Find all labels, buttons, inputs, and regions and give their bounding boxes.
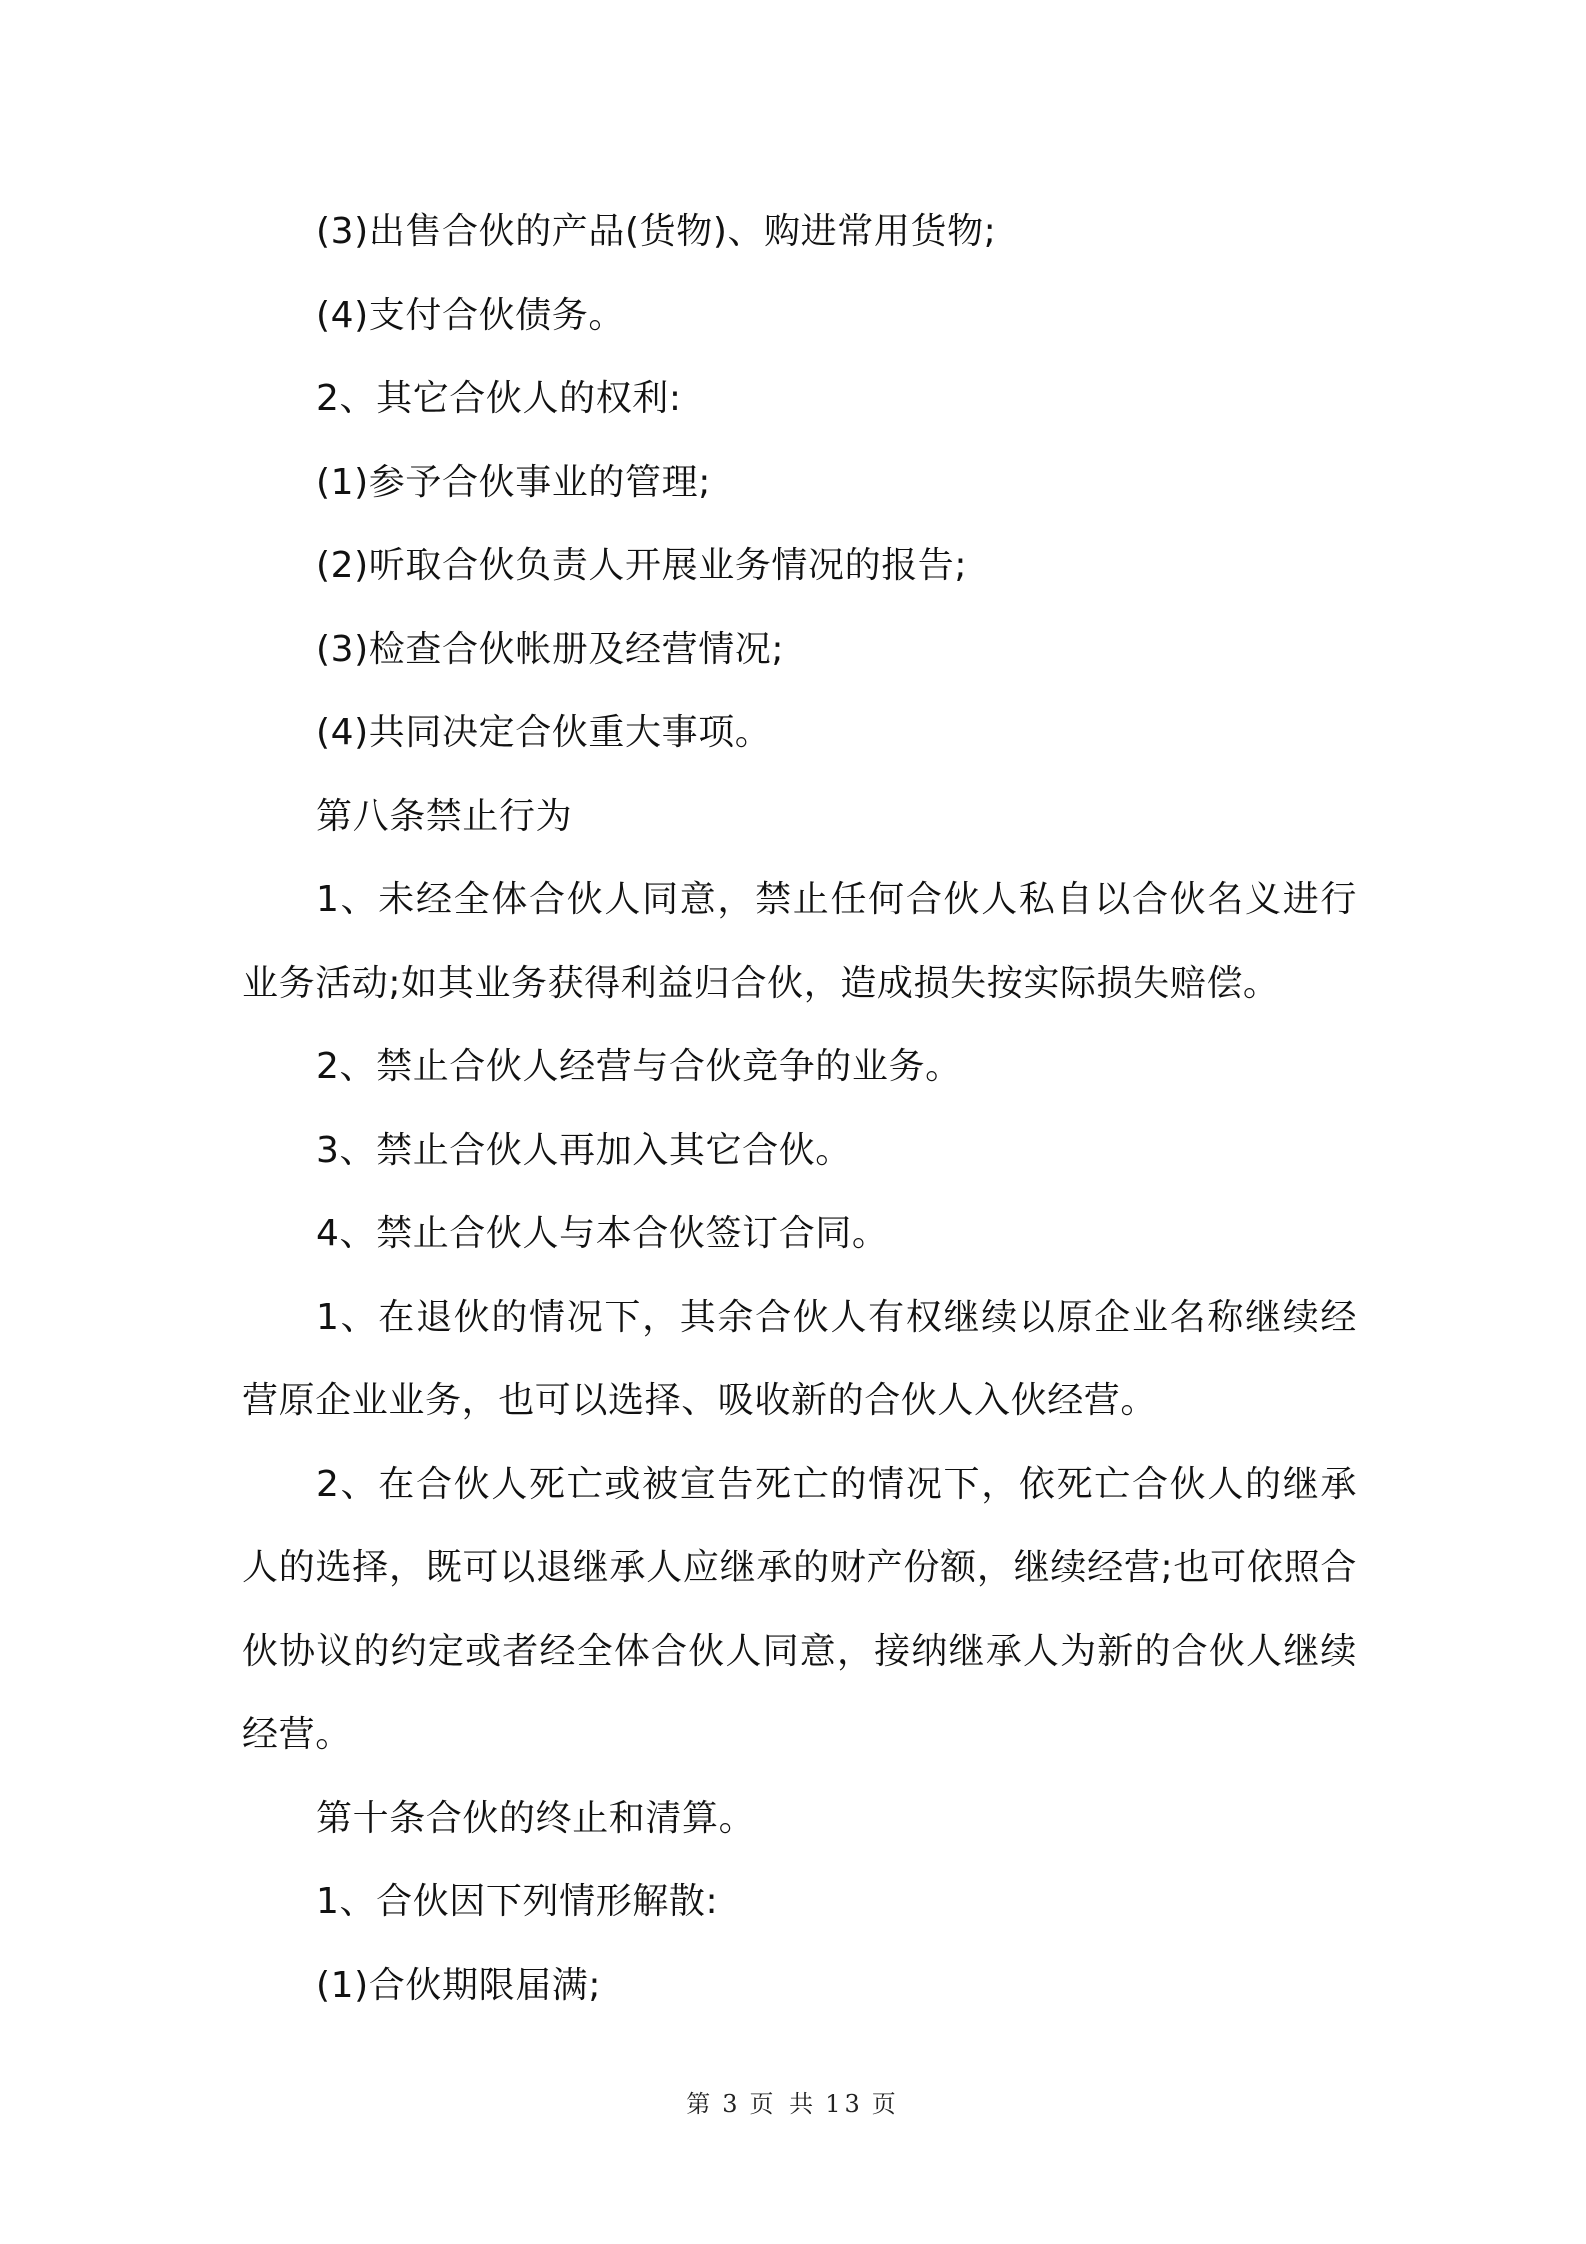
footer-suffix: 页 [871,2090,900,2118]
paragraph: 1、合伙因下列情形解散: [316,1881,719,1922]
current-page-number: 3 [722,2090,742,2118]
paragraph: (3)检查合伙帐册及经营情况; [316,628,785,670]
paragraph: (3)出售合伙的产品(货物)、购进常用货物; [316,211,997,252]
page-number-footer [0,2084,1586,2119]
paragraph: 1、未经全体合伙人同意，禁止任何合伙人私自以合伙名义进行业务活动;如其业务获得利益归合伙，造成损失按实际损失赔偿。 [242,879,1357,1004]
paragraph: 2、禁止合伙人经营与合伙竞争的业务。 [316,1046,962,1087]
total-page-count: 13 [825,2090,864,2118]
footer-middle: 页 共 [749,2090,818,2118]
section-heading: 第八条禁止行为 [316,795,573,837]
paragraph: 2、其它合伙人的权利: [316,378,682,419]
section-heading: 第十条合伙的终止和清算。 [316,1797,756,1839]
paragraph: 2、在合伙人死亡或被宣告死亡的情况下，依死亡合伙人的继承人的选择，既可以退继承人应继承的财产份额，继续经营;也可依照合伙协议的约定或者经全体合伙人同意，接纳继承人为新的合伙人继续经营。 [242,1463,1357,1755]
paragraph: 4、禁止合伙人与本合伙签订合同。 [316,1213,889,1254]
paragraph: (1)合伙期限届满; [316,1964,602,2006]
paragraph: (1)参予合伙事业的管理; [316,461,711,503]
paragraph: (2)听取合伙负责人开展业务情况的报告; [316,545,968,586]
paragraph: (4)共同决定合伙重大事项。 [316,712,772,753]
footer-prefix: 第 [686,2090,715,2118]
paragraph: 3、禁止合伙人再加入其它合伙。 [316,1129,852,1171]
paragraph: 1、在退伙的情况下，其余合伙人有权继续以原企业名称继续经营原企业业务，也可以选择、吸收新的合伙人入伙经营。 [242,1296,1357,1421]
document-body [242,190,1357,2027]
paragraph: (4)支付合伙债务。 [316,294,625,336]
